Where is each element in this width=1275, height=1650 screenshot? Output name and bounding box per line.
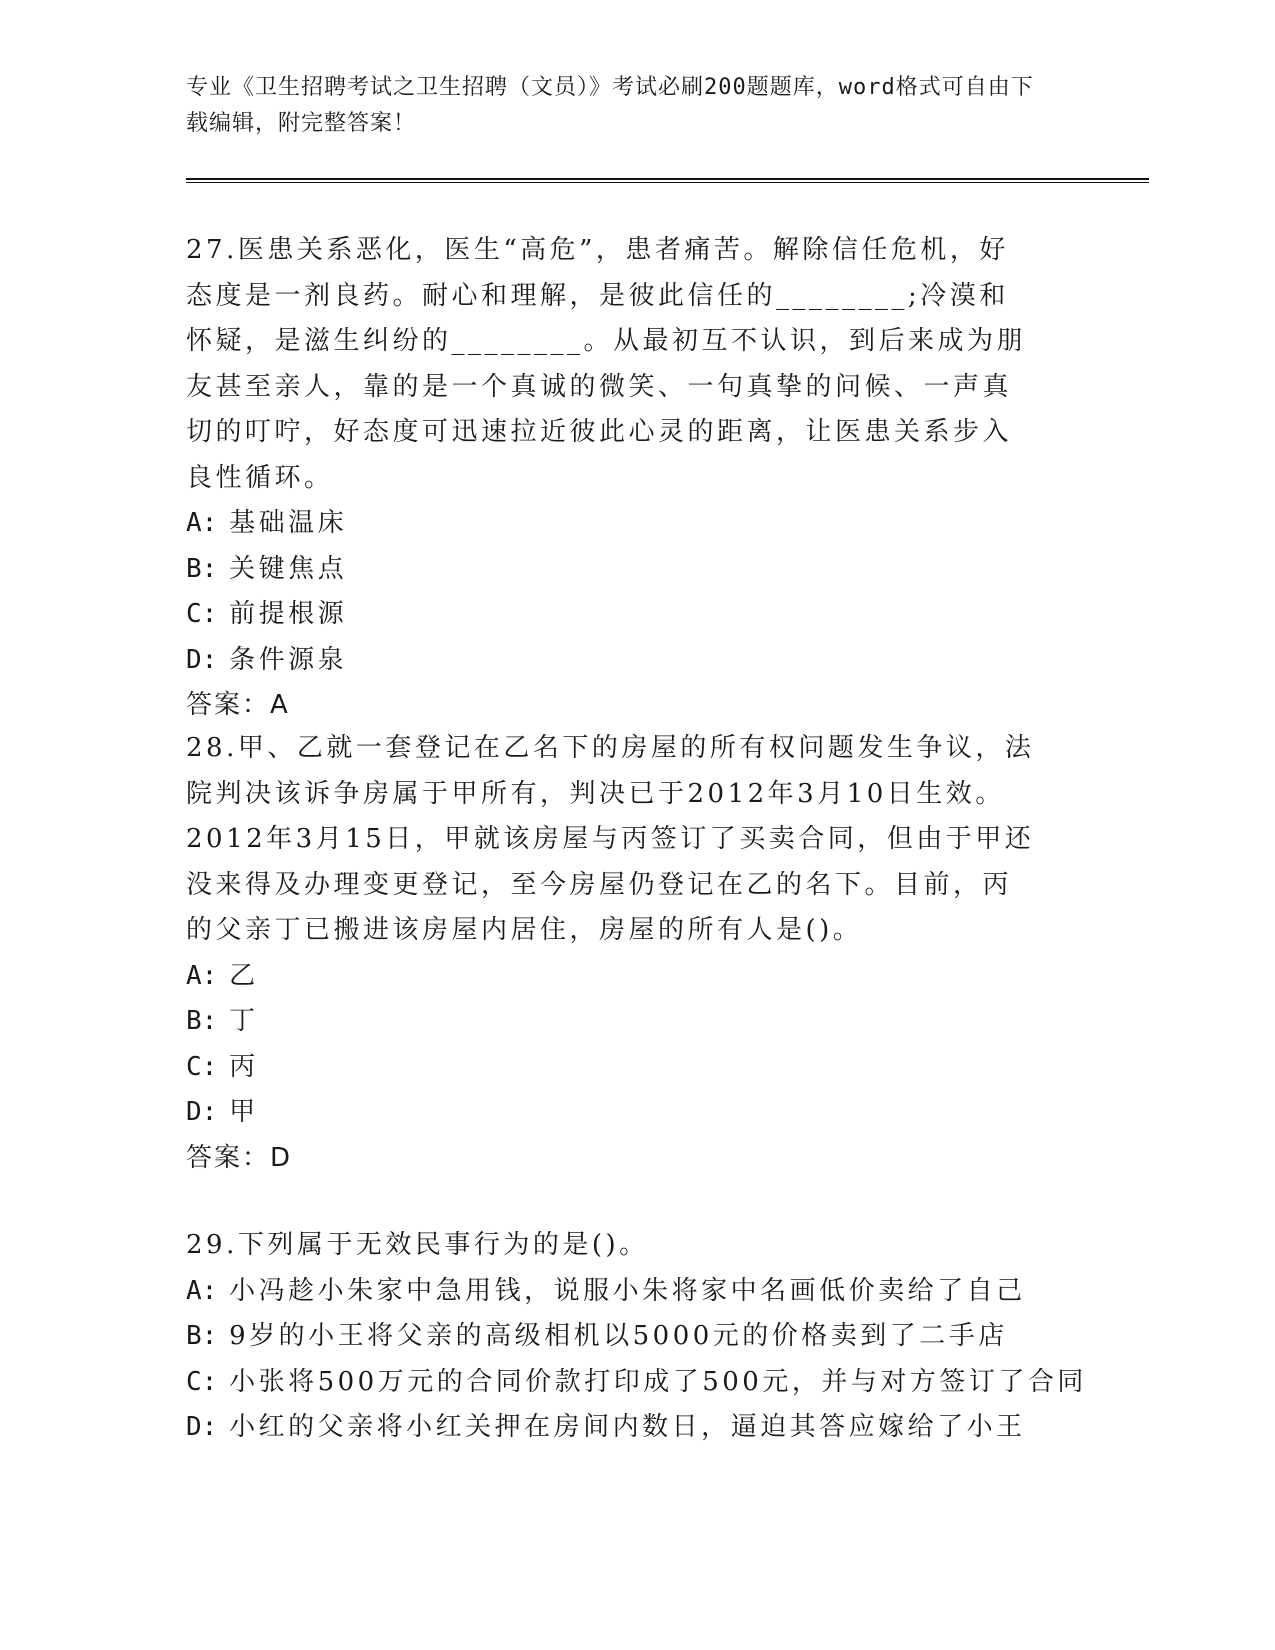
option-letter: B:: [186, 553, 218, 584]
option-text: 丙: [229, 1051, 259, 1082]
option-letter: C:: [186, 1051, 218, 1082]
option-c: [186, 592, 1086, 638]
option-text: 乙: [229, 960, 259, 991]
question-stem: 27.医患关系恶化，医生“高危”，患者痛苦。解除信任危机，好态度是一剂良药。耐心和理解，是彼此信任的________;冷漠和怀疑，是滋生纠纷的________。从最初互不认识，到后来成为朋友甚至亲人，靠的是一个真诚的微笑、一句真挚的问候、一声真切的叮咛，好态度可迅速拉近彼此心灵的距离，让医患关系步入良性循环。: [186, 235, 1027, 493]
question-27: [186, 228, 1086, 729]
option-letter: A:: [186, 1275, 218, 1306]
option-b: [186, 999, 1086, 1045]
document-header: 专业《卫生招聘考试之卫生招聘（文员）》考试必刷200题题库，word格式可自由下载编辑，附完整答案！: [186, 75, 1034, 136]
option-a: [186, 501, 1086, 547]
option-letter: A:: [186, 508, 218, 538]
option-text: 小张将500万元的合同价款打印成了500元，并与对方签订了合同: [229, 1366, 1087, 1397]
option-letter: C:: [186, 599, 218, 629]
option-letter: B:: [186, 1006, 218, 1036]
option-a: [186, 1269, 1086, 1315]
option-text: 条件源泉: [229, 644, 348, 675]
question-stem: 28.甲、乙就一套登记在乙名下的房屋的所有权问题发生争议，法院判决该诉争房属于甲所有，判决已于2012年3月10日生效。2012年3月15日，甲就该房屋与丙签订了买卖合同，但由于甲还没来得及办理变更登记，至今房屋仍登记在乙的名下。目前，丙的父亲丁已搬进该房屋内居住，房屋的所有人是()。: [186, 733, 1035, 945]
option-d: [186, 1090, 1086, 1136]
divider-thin-line: [186, 182, 1149, 183]
option-text: 前提根源: [229, 599, 348, 629]
option-a: [186, 954, 1086, 1000]
option-b: [186, 547, 1086, 593]
option-b: [186, 1314, 1086, 1360]
option-text: 关键焦点: [229, 553, 348, 584]
option-letter: B:: [186, 1321, 218, 1351]
option-letter: D:: [186, 644, 218, 675]
option-text: 丁: [229, 1006, 259, 1036]
question-28: [186, 726, 1086, 1181]
option-c: [186, 1360, 1086, 1406]
header-divider: [186, 178, 1149, 183]
option-text: 小红的父亲将小红关押在房间内数日，逼迫其答应嫁给了小王: [229, 1412, 1026, 1442]
option-d: [186, 638, 1086, 684]
answer-label: 答案：D: [186, 1142, 293, 1173]
question-29: [186, 1223, 1086, 1451]
option-letter: D:: [186, 1097, 218, 1127]
divider-thick-line: [186, 178, 1149, 180]
option-text: 甲: [229, 1097, 259, 1127]
option-c: [186, 1045, 1086, 1091]
option-text: 基础温床: [229, 508, 348, 538]
option-letter: C:: [186, 1366, 218, 1397]
answer-label: 答案：A: [186, 690, 290, 720]
option-letter: D:: [186, 1412, 218, 1442]
option-letter: A:: [186, 960, 218, 991]
option-d: [186, 1405, 1086, 1451]
option-text: 9岁的小王将父亲的高级相机以5000元的价格卖到了二手店: [229, 1321, 1008, 1351]
question-stem: 29.下列属于无效民事行为的是()。: [186, 1230, 649, 1260]
option-text: 小冯趁小朱家中急用钱，说服小朱将家中名画低价卖给了自己: [229, 1275, 1026, 1306]
